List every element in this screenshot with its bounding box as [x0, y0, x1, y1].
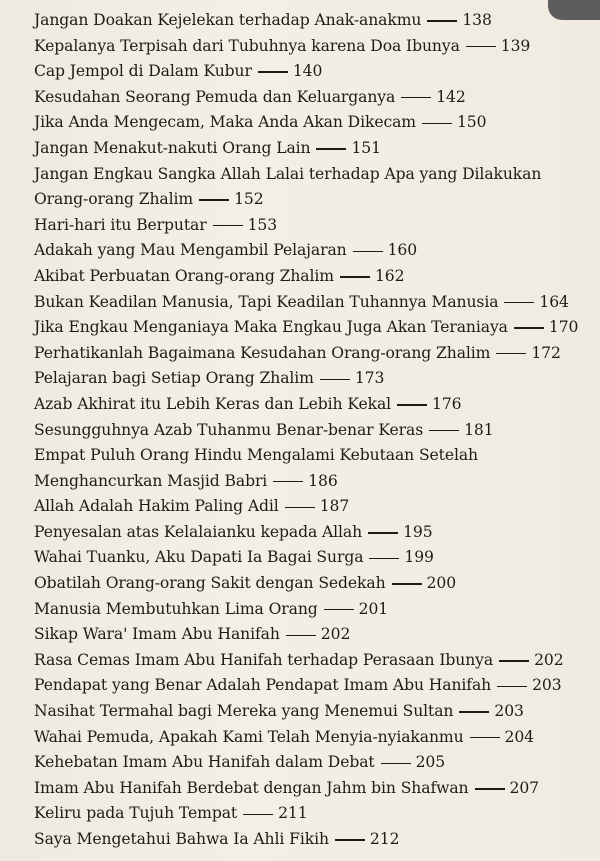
toc-entry-page: 181 — [464, 420, 494, 439]
toc-entry — [34, 673, 574, 699]
toc-leader-dash — [499, 660, 529, 661]
toc-entry-title: Wahai Tuanku, Aku Dapati Ia Bagai Surga — [34, 548, 364, 567]
toc-entry-title: Kesudahan Seorang Pemuda dan Keluarganya — [34, 87, 396, 106]
toc-entry-title: Jangan Menakut-nakuti Orang Lain — [34, 138, 311, 157]
toc-entry-page: 151 — [351, 138, 381, 157]
toc-entry — [34, 162, 574, 188]
toc-entry-title: Obatilah Orang-orang Sakit dengan Sedekah — [34, 574, 386, 593]
toc-entry-title: Cap Jempol di Dalam Kubur — [34, 62, 252, 81]
toc-entry-title: Adakah yang Mau Mengambil Pelajaran — [34, 241, 347, 260]
toc-entry — [34, 443, 574, 469]
toc-entry-page: 173 — [354, 369, 385, 388]
toc-leader-dash — [316, 148, 346, 149]
toc-entry-page: 152 — [234, 190, 264, 209]
toc-entry-title: Nasihat Termahal bagi Mereka yang Menemui Sultan — [34, 702, 454, 721]
toc-entry-page: 176 — [432, 394, 462, 413]
toc-entry — [34, 136, 574, 162]
toc-entry — [34, 494, 574, 520]
toc-entry-page: 205 — [415, 753, 446, 772]
toc-leader-dash — [285, 507, 315, 508]
toc-entry-page: 170 — [548, 318, 579, 337]
toc-entry-page: 202 — [534, 650, 564, 669]
toc-leader-dash — [422, 123, 452, 124]
toc-entry-title: Orang-orang Zhalim — [34, 190, 194, 209]
toc-entry-page: 142 — [436, 87, 466, 106]
toc-entry — [34, 571, 574, 597]
toc-leader-dash — [466, 46, 496, 47]
toc-entry-page: 164 — [539, 292, 569, 311]
toc-entry-page: 203 — [532, 676, 562, 695]
toc-entry-title: Kepalanya Terpisah dari Tubuhnya karena Doa Ibunya — [34, 36, 460, 55]
toc-entry — [34, 315, 579, 341]
toc-entry-page: 140 — [292, 62, 323, 81]
toc-entry — [34, 776, 574, 802]
toc-leader-dash — [320, 379, 350, 380]
toc-entry-page: 187 — [319, 497, 350, 516]
toc-entry — [34, 699, 574, 725]
toc-entry-title: Jika Anda Mengecam, Maka Anda Akan Dikecam — [34, 113, 416, 132]
toc-entry-page: 199 — [404, 548, 434, 567]
toc-leader-dash — [514, 327, 544, 328]
toc-leader-dash — [401, 97, 431, 98]
toc-leader-dash — [199, 199, 229, 200]
toc-leader-dash — [340, 276, 370, 277]
toc-entry-page: 212 — [369, 830, 400, 848]
toc-entry-title: Saya Mengetahui Bahwa Ia Ahli Fikih — [34, 830, 329, 848]
toc-entry-title: Hari-hari itu Berputar — [34, 215, 207, 234]
toc-entry-title: Pendapat yang Benar Adalah Pendapat Imam Abu Hanifah — [34, 676, 492, 695]
toc-entry — [34, 520, 574, 546]
toc-entry-page: 150 — [456, 113, 487, 132]
toc-entry-page: 153 — [247, 215, 278, 234]
toc-entry-title: Allah Adalah Hakim Paling Adil — [34, 497, 279, 516]
toc-leader-dash — [397, 404, 427, 405]
toc-entry-title: Jika Engkau Menganiaya Maka Engkau Juga Akan Teraniaya — [34, 318, 508, 337]
toc-entry-page: 202 — [320, 625, 351, 644]
toc-leader-dash — [369, 558, 399, 559]
toc-entry — [34, 725, 574, 751]
table-of-contents — [34, 8, 579, 853]
toc-entry-page: 200 — [426, 574, 457, 593]
toc-entry-title: Imam Abu Hanifah Berdebat dengan Jahm bin Shafwan — [34, 778, 469, 797]
toc-leader-dash — [497, 686, 527, 687]
toc-entry — [34, 85, 574, 111]
toc-leader-dash — [427, 20, 457, 21]
toc-entry — [34, 341, 574, 367]
toc-entry-title: Menghancurkan Masjid Babri — [34, 471, 268, 490]
toc-leader-dash — [504, 302, 534, 303]
toc-entry — [34, 827, 574, 853]
toc-leader-dash — [243, 814, 273, 815]
toc-entry-title: Akibat Perbuatan Orang-orang Zhalim — [34, 266, 334, 285]
toc-entry-title: Pelajaran bagi Setiap Orang Zhalim — [34, 369, 314, 388]
toc-entry-title: Rasa Cemas Imam Abu Hanifah terhadap Perasaan Ibunya — [34, 650, 494, 669]
toc-leader-dash — [459, 711, 489, 712]
toc-entry — [34, 392, 574, 418]
toc-leader-dash — [368, 532, 398, 533]
toc-leader-dash — [496, 353, 526, 354]
toc-entry-title: Jangan Engkau Sangka Allah Lalai terhadap Apa yang Dilakukan — [34, 164, 542, 183]
toc-entry-page: 195 — [403, 522, 433, 541]
toc-entry-title: Kehebatan Imam Abu Hanifah dalam Debat — [34, 753, 375, 772]
toc-entry-page: 211 — [278, 804, 308, 823]
toc-entry — [34, 59, 574, 85]
toc-entry-title: Perhatikanlah Bagaimana Kesudahan Orang-orang Zhalim — [34, 343, 491, 362]
toc-entry — [34, 648, 574, 674]
toc-entry-page: 204 — [504, 727, 534, 746]
toc-leader-dash — [324, 609, 354, 610]
toc-entry — [34, 469, 574, 495]
toc-entry — [34, 264, 574, 290]
toc-entry — [34, 622, 574, 648]
toc-leader-dash — [429, 430, 459, 431]
toc-leader-dash — [335, 839, 365, 840]
toc-entry — [34, 545, 574, 571]
toc-entry — [34, 187, 574, 213]
toc-entry — [34, 418, 574, 444]
toc-leader-dash — [392, 583, 422, 584]
toc-entry-title: Manusia Membutuhkan Lima Orang — [34, 599, 318, 618]
toc-leader-dash — [258, 71, 288, 72]
toc-entry — [34, 238, 574, 264]
toc-leader-dash — [381, 763, 411, 764]
toc-leader-dash — [475, 788, 505, 789]
toc-entry-title: Bukan Keadilan Manusia, Tapi Keadilan Tuhannya Manusia — [34, 292, 499, 311]
toc-entry-page: 162 — [374, 266, 405, 285]
toc-leader-dash — [213, 225, 243, 226]
toc-entry-title: Sesungguhnya Azab Tuhanmu Benar-benar Keras — [34, 420, 424, 439]
toc-entry-page: 186 — [308, 471, 338, 490]
toc-entry-page: 203 — [494, 702, 524, 721]
toc-entry — [34, 750, 574, 776]
toc-entry-page: 139 — [500, 36, 531, 55]
toc-entry-title: Jangan Doakan Kejelekan terhadap Anak-anakmu — [34, 11, 422, 29]
toc-entry-title: Empat Puluh Orang Hindu Mengalami Kebutaan Setelah — [34, 446, 478, 465]
toc-entry — [34, 8, 574, 34]
toc-entry — [34, 290, 574, 316]
toc-entry — [34, 801, 574, 827]
toc-entry-page: 207 — [509, 778, 539, 797]
toc-leader-dash — [286, 635, 316, 636]
toc-entry-title: Azab Akhirat itu Lebih Keras dan Lebih Kekal — [34, 394, 392, 413]
toc-entry-title: Wahai Pemuda, Apakah Kami Telah Menyia-nyiakanmu — [34, 727, 464, 746]
toc-entry — [34, 213, 574, 239]
toc-entry-title: Keliru pada Tujuh Tempat — [34, 804, 238, 823]
toc-entry — [34, 366, 574, 392]
toc-leader-dash — [353, 251, 383, 252]
toc-entry — [34, 110, 574, 136]
toc-entry — [34, 34, 574, 60]
toc-entry-page: 172 — [531, 343, 561, 362]
toc-entry-page: 160 — [387, 241, 418, 260]
toc-entry-title: Penyesalan atas Kelalaianku kepada Allah — [34, 522, 363, 541]
toc-entry-title: Sikap Wara' Imam Abu Hanifah — [34, 625, 280, 644]
toc-entry — [34, 597, 574, 623]
toc-leader-dash — [470, 737, 500, 738]
toc-entry-page: 201 — [358, 599, 389, 618]
toc-leader-dash — [273, 481, 303, 482]
toc-entry-page: 138 — [462, 11, 492, 29]
